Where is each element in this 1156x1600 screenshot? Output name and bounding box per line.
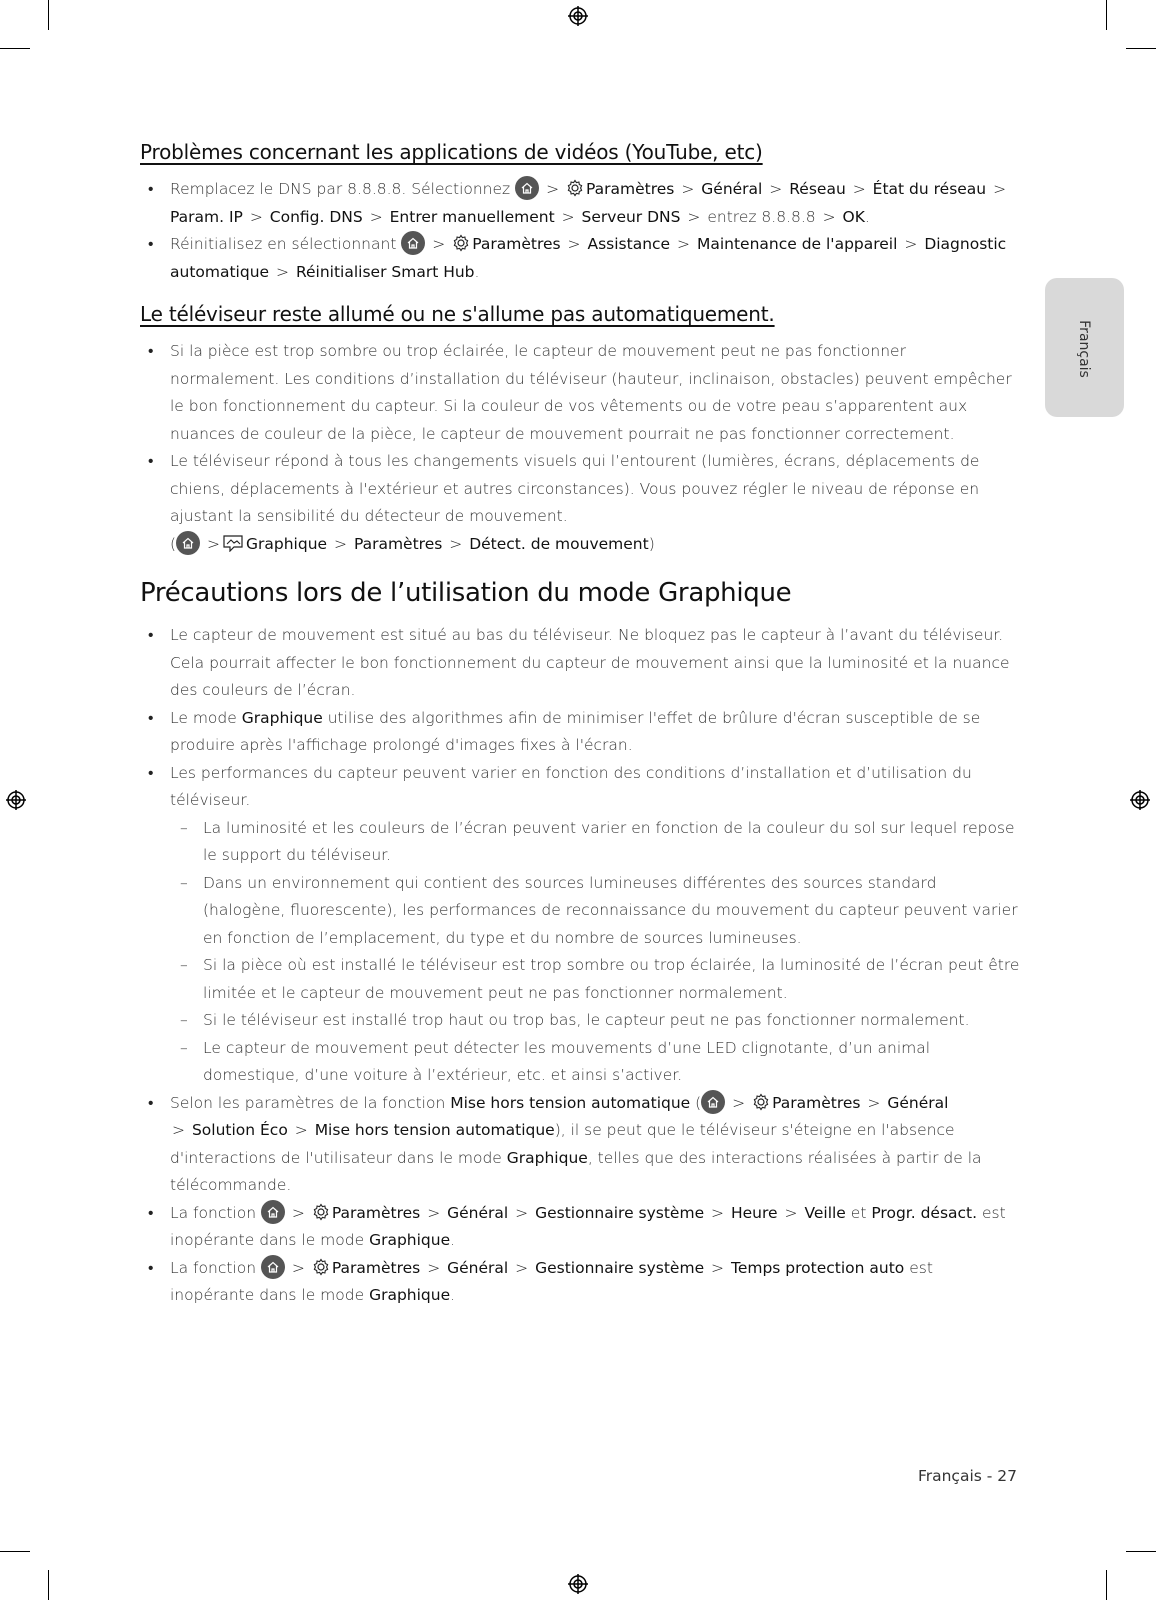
text: Réinitialisez en sélectionnant — [170, 235, 397, 253]
list-item — [140, 760, 1020, 1090]
menu-path-item: Paramètres — [772, 1093, 861, 1112]
menu-path-item: Solution Éco — [191, 1121, 288, 1139]
bullet-list — [140, 622, 1020, 1310]
list-item: • La fonction > Paramètres > Général > Gestionnaire système > Heure > Veille et Progr. désact. est inopérante dans le mode Graphique. — [140, 1200, 1020, 1255]
text: . — [474, 262, 480, 281]
menu-path-item: Graphique — [369, 1286, 451, 1304]
menu-path-item: Mise hors tension automatique — [450, 1093, 691, 1112]
list-item — [140, 705, 1020, 760]
menu-path-item: Graphique — [246, 534, 328, 553]
text: entrez 8.8.8.8 — [707, 207, 816, 226]
menu-path-item: Général — [887, 1093, 949, 1112]
menu-path-item: Graphique — [369, 1231, 451, 1249]
list-item: • Si la pièce est trop sombre ou trop éclairée, le capteur de mouvement peut ne pas fonctionner normalement. Les conditions d’installation du téléviseur (hauteur, inclinaison, obstacles) peuvent empêcher le bon fonctionnement du capteur. Si la couleur de vos vêtements ou de votre peau s’apparentent aux nuances de couleur de la pièce, le capteur de mouvement pourrait ne pas fonctionner correctement. — [140, 338, 1020, 448]
page-footer: Français - 27 — [917, 1467, 1017, 1485]
text: Le téléviseur répond à tous les changements visuels qui l’entourent (lumières, écrans, déplacements de chiens, déplacements à l'extérieur et autres circonstances). Vous pouvez régler le niveau de réponse en ajustant la sensibilité du détecteur de mouvement. — [170, 452, 980, 525]
menu-path-item: Graphique — [241, 708, 323, 727]
home-icon — [261, 1200, 285, 1224]
bullet-list — [140, 176, 1020, 286]
text: Les performances du capteur peuvent varier en fonction des conditions d’installation et d’utilisation du téléviseur. — [170, 763, 972, 809]
page-content — [140, 134, 1020, 1320]
menu-path-item: Paramètres — [331, 1203, 421, 1222]
menu-path-item: Gestionnaire système — [535, 1203, 705, 1222]
menu-path-item: Diagnostic automatique — [170, 235, 1007, 281]
gear-icon — [452, 234, 470, 252]
text: . — [864, 207, 870, 226]
crop-mark — [48, 1570, 49, 1600]
home-icon — [515, 176, 539, 200]
menu-path-item: Heure — [730, 1203, 778, 1222]
list-item: • Selon les paramètres de la fonction Mise hors tension automatique ( > Paramètres > Général > Solution Éco > Mise hors tension automatique), il se peut que le téléviseur s'éteigne en l'absence d'interactions de l'utilisateur dans le mode Graphique, telles que des interactions réalisées à partir de la télécommande. — [140, 1090, 1020, 1200]
menu-path-item: Temps protection auto — [730, 1258, 905, 1277]
dash-list — [170, 815, 1020, 1090]
menu-path-item: OK — [842, 207, 865, 226]
menu-path-item: Réinitialiser Smart Hub — [295, 262, 475, 281]
text: ( — [695, 1093, 702, 1112]
menu-path-item: Général — [447, 1203, 509, 1222]
menu-path-item: Paramètres — [472, 235, 561, 253]
menu-path-item: Serveur DNS — [581, 207, 681, 226]
menu-path-item: Param. IP — [170, 207, 243, 226]
text: ), il se peut que le téléviseur s'éteigne en l'absence d'interactions de l'utilisateur dans le mode — [170, 1121, 955, 1167]
text: La fonction — [170, 1258, 257, 1277]
crop-mark — [0, 1551, 30, 1552]
menu-path-item: Réseau — [789, 180, 846, 198]
text: . — [450, 1231, 456, 1249]
text: est inopérante dans le mode — [170, 1203, 1006, 1249]
section-title: Problèmes concernant les applications de vidéos (YouTube, etc) — [140, 140, 763, 164]
text: , telles que des interactions réalisées à partir de la télécommande. — [170, 1148, 982, 1194]
registration-mark-icon — [568, 1574, 588, 1594]
text: et — [850, 1203, 867, 1222]
gear-icon — [752, 1093, 770, 1111]
gear-icon — [566, 179, 584, 197]
crop-mark — [48, 0, 49, 30]
menu-path-item: Général — [447, 1258, 509, 1277]
page-heading: Précautions lors de l’utilisation du mode Graphique — [140, 578, 792, 608]
menu-path-item: Paramètres — [586, 180, 675, 198]
text: ( — [170, 534, 177, 553]
menu-path-item: Config. DNS — [269, 207, 363, 226]
bullet-list — [140, 338, 1020, 558]
language-tab-label: Français — [1076, 320, 1092, 378]
text: Le mode — [170, 708, 237, 727]
home-icon — [401, 231, 425, 255]
menu-path-item: État du réseau — [872, 180, 987, 198]
list-item: • Réinitialisez en sélectionnant > Paramètres > Assistance > Maintenance de l'appareil > Diagnostic automatique > Réinitialiser Smart Hub. — [140, 231, 1020, 286]
text: utilise des algorithmes afin de minimiser l'effet de brûlure d'écran susceptible de se produire après l'affichage prolongé d'images fixes à l'écran. — [170, 708, 981, 754]
section-title: Le téléviseur reste allumé ou ne s'allume pas automatiquement. — [140, 302, 775, 326]
menu-path-item: Paramètres — [331, 1258, 421, 1277]
menu-path-item: Paramètres — [353, 534, 443, 553]
text: Selon les paramètres de la fonction — [170, 1093, 446, 1112]
dash-item: – Le capteur de mouvement peut détecter les mouvements d’une LED clignotante, d’un animal domestique, d’une voiture à l’extérieur, etc. et ainsi s’activer. — [170, 1035, 1020, 1090]
crop-mark — [1126, 1551, 1156, 1552]
menu-path-item: Progr. désact. — [871, 1203, 978, 1222]
menu-path-item: Veille — [804, 1203, 846, 1222]
list-item: • Le capteur de mouvement est situé au bas du téléviseur. Ne bloquez pas le capteur à l’avant du téléviseur. Cela pourrait affecter le bon fonctionnement du capteur de mouvement ainsi que la luminosité et la nuance des couleurs de l’écran. — [140, 622, 1020, 705]
art-mode-icon — [222, 534, 244, 552]
menu-path-item: Détect. de mouvement — [469, 534, 649, 553]
gear-icon — [312, 1203, 330, 1221]
crop-mark — [1106, 0, 1107, 30]
menu-path-item: Général — [701, 180, 763, 198]
dash-item: – Dans un environnement qui contient des sources lumineuses différentes des sources standard (halogène, fluorescente), les performances de reconnaissance du mouvement du capteur peuvent varier en fonction de l’emplacement, du type et du nombre de sources lumineuses. — [170, 870, 1020, 953]
dash-item: – Si la pièce où est installé le téléviseur est trop sombre ou trop éclairée, la luminosité de l’écran peut être limitée et le capteur de mouvement peut ne pas fonctionner normalement. — [170, 952, 1020, 1007]
menu-path-item: Entrer manuellement — [389, 207, 555, 226]
registration-mark-icon — [1130, 790, 1150, 810]
crop-mark — [1126, 48, 1156, 49]
dash-item: – La luminosité et les couleurs de l’écran peuvent varier en fonction de la couleur du sol sur lequel repose le support du téléviseur. — [170, 815, 1020, 870]
crop-mark — [1106, 1570, 1107, 1600]
registration-mark-icon — [568, 6, 588, 26]
home-icon — [176, 531, 200, 555]
registration-mark-icon — [6, 790, 26, 810]
crop-mark — [0, 48, 30, 49]
text: ) — [648, 534, 655, 553]
gear-icon — [312, 1258, 330, 1276]
home-icon — [261, 1255, 285, 1279]
home-icon — [701, 1090, 725, 1114]
text: La fonction — [170, 1203, 257, 1222]
menu-path-item: Maintenance de l'appareil — [696, 235, 898, 253]
text: . — [450, 1286, 456, 1304]
menu-path-item: Mise hors tension automatique — [314, 1121, 555, 1139]
dash-item: – Si le téléviseur est installé trop haut ou trop bas, le capteur peut ne pas fonctionner normalement. — [170, 1007, 1020, 1035]
menu-path-item: Assistance — [587, 235, 671, 253]
menu-path-item: Gestionnaire système — [535, 1258, 705, 1277]
text: est inopérante dans le mode — [170, 1258, 933, 1304]
list-item: • Le téléviseur répond à tous les changements visuels qui l’entourent (lumières, écrans, déplacements de chiens, déplacements à l'extérieur et autres circonstances). Vous pouvez régler le niveau de réponse en ajustant la sensibilité du détecteur de mouvement. ( > Graphique > Paramètres > Détect. de mouvement) — [140, 448, 1020, 558]
menu-path-item: Graphique — [506, 1148, 588, 1167]
text: Remplacez le DNS par 8.8.8.8. Sélectionnez — [170, 180, 511, 198]
list-item: • Remplacez le DNS par 8.8.8.8. Sélectionnez > Paramètres > Général > Réseau > État du réseau > Param. IP > Config. DNS > Entrer manuellement > Serveur DNS > entrez 8.8.8.8 > OK. — [140, 176, 1020, 231]
list-item: • La fonction > Paramètres > Général > Gestionnaire système > Temps protection auto est inopérante dans le mode Graphique. — [140, 1255, 1020, 1310]
